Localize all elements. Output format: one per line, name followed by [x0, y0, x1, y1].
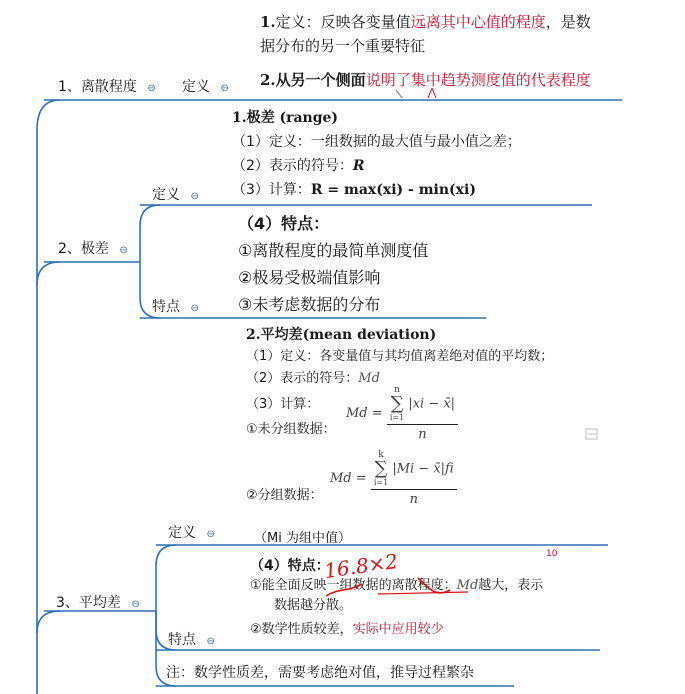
page-mark: 10 [546, 549, 558, 559]
range-item-2: （2）表示的符号：R [232, 158, 365, 174]
formula-grouped: Md = k ∑ i=1 |Mi − x̄|fi n [330, 450, 457, 507]
range-item-3: （3）计算：R = max(xi) - min(xi) [232, 182, 476, 198]
branch-range-def [140, 205, 160, 262]
collapse-icon[interactable]: ⊖ [119, 245, 128, 256]
range-item-1: （1）定义：一组数据的最大值与最小值之差； [232, 134, 521, 150]
collapse-icon[interactable]: ⊖ [206, 529, 215, 540]
dispersion-def-content [260, 10, 620, 92]
node-meandev-def[interactable] [168, 522, 215, 542]
meandev-feat-1: ①能全面反映一组数据的离散程度：Md越大，表示 [250, 578, 544, 593]
node-range-def[interactable] [152, 184, 199, 204]
formula-ungrouped: Md = n ∑ i=1 |xi − x̄| n [346, 385, 458, 442]
ungrouped-label: ①未分组数据： [246, 422, 336, 437]
meandev-title: 2.平均差(mean deviation) [246, 327, 437, 343]
branch-meandev [37, 611, 60, 633]
highlight-text: 说明了集中趋势测度值的代表程度 [365, 71, 591, 89]
meandev-def-content [246, 324, 553, 390]
meandev-feat-2: ②数学性质较差，实际中应用较少 [250, 622, 444, 637]
range-feat-content [238, 210, 428, 318]
node-range[interactable] [58, 238, 128, 258]
mi-note: （Mi 为组中值） [254, 531, 351, 546]
def-line-2: 2.从另一个侧面说明了集中趋势测度值的代表程度 [260, 71, 591, 89]
node-range-feat[interactable] [152, 296, 199, 316]
collapse-icon[interactable]: ⊖ [190, 303, 199, 314]
node-range-def-label: 定义 [152, 187, 180, 203]
meandev-feat-1-cont: 数据越分散。 [274, 598, 353, 613]
handwritten-annotation: 16.8×2 [322, 548, 400, 584]
node-range-label: 2、极差 [58, 241, 109, 257]
cursor-marks [392, 86, 442, 100]
meandev-feat-title: （4）特点： [250, 558, 330, 574]
range-title: 1.极差 (range) [232, 110, 339, 126]
def-line-1-cont: 据分布的另一个重要特征 [260, 37, 426, 55]
highlight-text: 实际中应用较少 [352, 622, 444, 637]
branch-range [37, 262, 60, 285]
meandev-item-3: （3）计算： [246, 397, 320, 412]
meandev-item-2: （2）表示的符号：Md [246, 371, 380, 386]
handwritten-strokes [318, 558, 478, 608]
node-meandev-def-label: 定义 [168, 525, 196, 541]
highlight-text: 远离其中心值的程度 [410, 13, 546, 31]
collapse-icon[interactable]: ⊖ [147, 83, 156, 94]
collapse-icon[interactable]: ⊖ [220, 83, 229, 94]
collapse-icon[interactable]: ⊖ [131, 599, 140, 610]
range-feat-1: ①离散程度的最简单测度值 [238, 241, 429, 260]
node-meandev[interactable] [56, 592, 140, 612]
def-line-1: 1.定义：反映各变量值远离其中心值的程度，是数 [260, 13, 591, 31]
range-feat-title: （4）特点： [238, 214, 330, 233]
meandev-note: 注：数学性质差，需要考虑绝对值，推导过程繁杂 [166, 665, 474, 681]
node-dispersion-def-label: 定义 [182, 79, 210, 95]
node-dispersion-label: 1、离散程度 [58, 79, 137, 95]
range-def-content [232, 106, 521, 202]
grouped-label: ②分组数据： [246, 488, 323, 503]
branch-meandev-def [156, 545, 176, 611]
node-dispersion-def[interactable] [182, 76, 229, 96]
node-dispersion[interactable] [58, 76, 156, 96]
collapse-icon[interactable]: ⊖ [190, 191, 199, 202]
node-range-feat-label: 特点 [152, 299, 180, 315]
meandev-item-1: （1）定义：各变量值与其均值离差绝对值的平均数； [246, 349, 554, 364]
node-meandev-label: 3、平均差 [56, 595, 121, 611]
range-feat-3: ③未考虑数据的分布 [238, 295, 381, 314]
node-meandev-feat[interactable] [168, 629, 215, 649]
node-meandev-feat-label: 特点 [168, 632, 196, 648]
range-feat-2: ②极易受极端值影响 [238, 268, 381, 287]
collapse-icon[interactable]: ⊖ [206, 636, 215, 647]
side-glyph [584, 426, 600, 442]
